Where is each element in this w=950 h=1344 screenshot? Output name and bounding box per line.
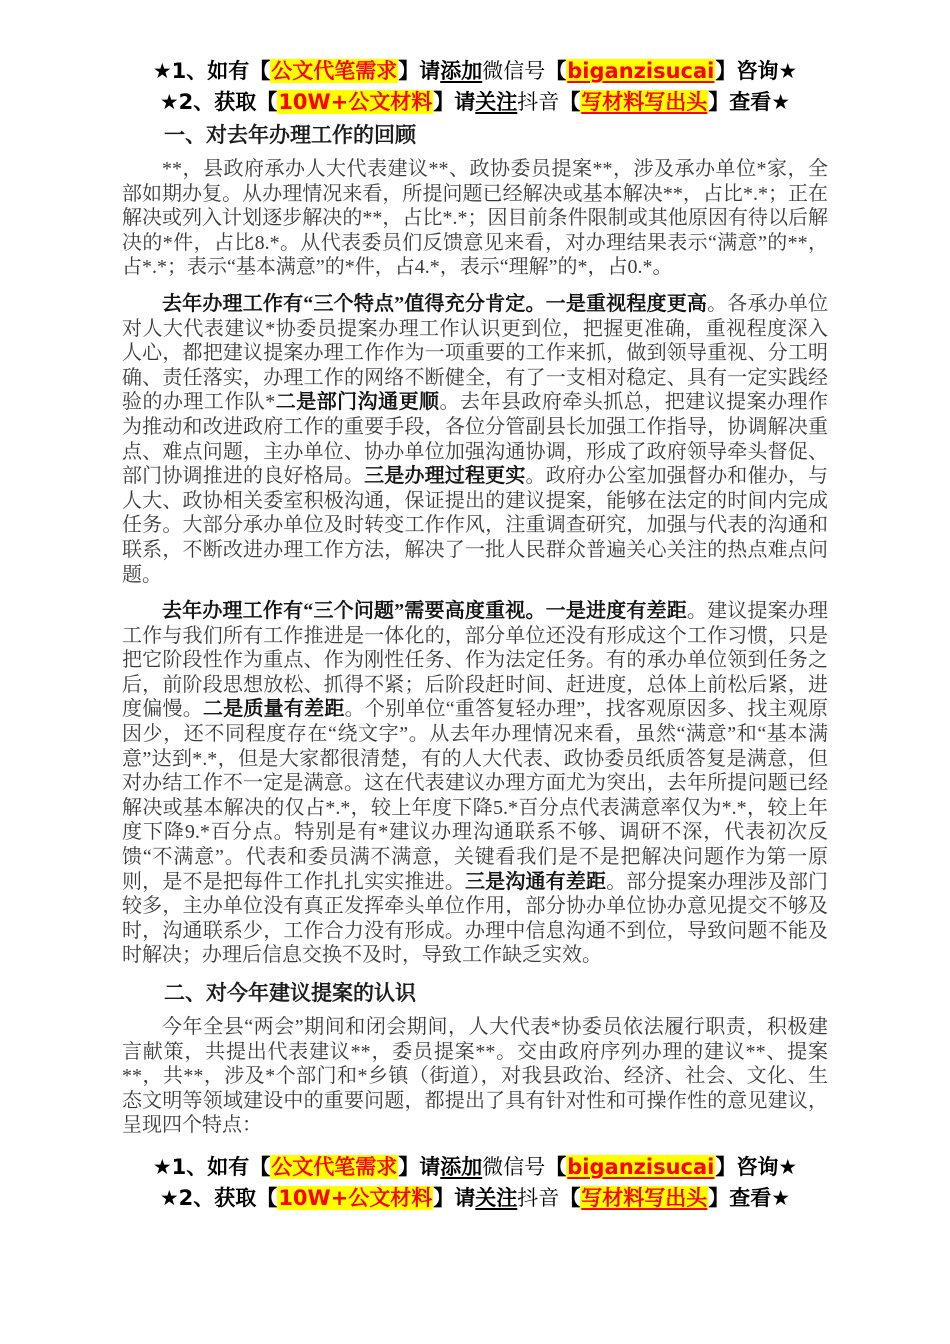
promo-text: 】查看★ <box>708 90 791 114</box>
document-body <box>122 122 828 1138</box>
text-run: 。个别单位“重答复轻办理”，找客观原因多、找主观原因少，还不同程度存在“绕文字”。从去年办理情况来看，虽然“满意”和“基本满意”达到*.*，但是大家都很清楚，有的人大代表、政协委员纸质答复是满意，但对办结工作不一定是满意。这在代表建议办理方面尤为突出，去年所提问题已经解决或基本解决的仅占*.*，较上年度下降5.*百分点代表满意率仅为*.*，较上年度下降9.*百分点。特别是有*建议办理沟通联系不够、调研不深，代表初次反馈“不满意”。代表和委员满不满意，关键看我们是不是把解决问题作为第一原则，是不是把每件工作扎扎实实推进。 <box>122 698 829 893</box>
emphasis-run: 二是部门沟通更顺 <box>275 391 440 414</box>
promo-text: 抖音 <box>517 90 560 114</box>
para-review-stats <box>122 157 828 280</box>
promo-line-2 <box>122 87 828 118</box>
promo-line-2 <box>122 1183 828 1214</box>
emphasis-run: 去年办理工作有“三个特点”值得充分肯定。一是重视程度更高 <box>162 292 708 315</box>
promo-action-tianjia: 添加 <box>440 1154 483 1179</box>
promo-action-guanzhu: 关注 <box>475 90 518 114</box>
promo-line-1 <box>122 1152 828 1183</box>
promo-wechat-id: biganzisucai <box>567 59 715 83</box>
promo-text: 】咨询★ <box>715 59 798 83</box>
promo-text: 【 <box>559 90 581 114</box>
promo-text: 】查看★ <box>708 1185 791 1210</box>
promo-keyword-daibixuqiu: 公文代笔需求 <box>271 59 398 83</box>
promo-douyin-id: 写材料写出头 <box>581 90 708 114</box>
promo-text: 微信号 <box>482 59 546 83</box>
promo-text: 【 <box>559 1185 581 1210</box>
promo-text: ★2、获取【 <box>159 1185 278 1210</box>
promo-text: 】请 <box>398 1154 441 1179</box>
promo-keyword-cailiao: 10W+公文材料 <box>278 1185 433 1210</box>
promo-text: 】请 <box>398 59 441 83</box>
promo-action-tianjia: 添加 <box>440 59 483 83</box>
promo-wechat-id: biganzisucai <box>567 1154 715 1179</box>
text-run: 。各承办单位对人大代表建议*协委员提案办理工作认识更到位，把握更准确，重视程度深入人心，都把建议提案办理工作作为一项重要的工作来抓，做到领导重视、分工明确、责任落实，办理工作的网络不断健全，有了一支相对稳定、具有一定实践经验的办理工作队* <box>122 292 829 414</box>
promo-text: 【 <box>545 59 567 83</box>
promo-keyword-daibixuqiu: 公文代笔需求 <box>271 1154 398 1179</box>
promo-text: 【 <box>545 1154 567 1179</box>
promo-text: ★1、如有【 <box>152 59 271 83</box>
promo-text: 】请 <box>433 1185 476 1210</box>
promo-banner-top <box>122 56 828 118</box>
text-run: 。去年县政府牵头抓总，把建议提案办理作为推动和改进政府工作的重要手段，各位分管副县长加强工作指导，协调解决重点、难点问题，主办单位、协办单位加强沟通协调，形成了政府领导牵头督促、部门协调推进的良好格局。 <box>122 391 829 488</box>
promo-banner-bottom <box>122 1152 828 1214</box>
promo-douyin-id: 写材料写出头 <box>581 1185 708 1210</box>
promo-text: 微信号 <box>482 1154 546 1179</box>
promo-keyword-cailiao: 10W+公文材料 <box>278 90 433 114</box>
para-three-problems <box>122 599 828 968</box>
emphasis-run: 去年办理工作有“三个问题”需要高度重视。一是进度有差距 <box>162 600 687 623</box>
promo-text: 抖音 <box>517 1185 560 1210</box>
para-three-highlights <box>122 292 828 587</box>
section-1-heading: 一、对去年办理工作的回顾 <box>164 123 416 147</box>
emphasis-run: 三是办理过程更实 <box>364 465 526 488</box>
section-2-heading: 二、对今年建议提案的认识 <box>164 981 416 1005</box>
text-run: 。部分提案办理涉及部门较多，主办单位没有真正发挥牵头单位作用，部分协办单位协办意见提交不够及时，沟通联系少，工作合力没有形成。办理中信息沟通不到位，导致问题不能及时解决；办理后信息交换不及时，导致工作缺乏实效。 <box>122 870 829 967</box>
promo-text: ★2、获取【 <box>159 90 278 114</box>
emphasis-run: 二是质量有差距 <box>202 698 345 721</box>
text-run: **，县政府承办人大代表建议**、政协委员提案**，涉及承办单位*家，全部如期办复。从办理情况来看，所提问题已经解决或基本解决**，占比*.*；正在解决或列入计划逐步解决的**，占比*.*；因目前条件限制或其他原因有待以后解决的*件，占比8.*。从代表委员们反馈意见来看，对办理结果表示“满意”的**，占*.*；表示“基本满意”的*件，占4.*，表示“理解”的*，占0.*。 <box>122 158 828 279</box>
para-this-year-overview <box>122 1015 828 1138</box>
emphasis-run: 三是沟通有差距 <box>465 870 607 893</box>
promo-text: 】请 <box>433 90 476 114</box>
promo-text: 】咨询★ <box>715 1154 798 1179</box>
promo-text: ★1、如有【 <box>152 1154 271 1179</box>
text-run: 。政府办公室加强督办和催办，与人大、政协相关委室积极沟通，保证提出的建议提案，能够在法定的时间内完成任务。大部分承办单位及时转变工作作风，注重调查研究，加强与代表的沟通和联系，不断改进办理工作方法，解决了一批人民群众普遍关心关注的热点难点问题。 <box>122 465 829 586</box>
text-run: 今年全县“两会”期间和闭会期间，人大代表*协委员依法履行职责，积极建言献策，共提出代表建议**，委员提案**。交由政府序列办理的建议**、提案**，共**，涉及*个部门和*乡镇（街道），对我县政治、经济、社会、文化、生态文明等领域建设中的重要问题，都提出了具有针对性和可操作性的意见建议，呈现四个特点： <box>122 1016 828 1137</box>
promo-action-guanzhu: 关注 <box>475 1185 518 1210</box>
text-run: 。建议提案办理工作与我们所有工作推进是一体化的，部分单位还没有形成这个工作习惯，只是把它阶段性作为重点、作为刚性任务、作为法定任务。有的承办单位领到任务之后，前阶段思想放松、抓得不紧；后阶段赶时间、赶进度，总体上前松后紧，进度偏慢。 <box>122 600 829 721</box>
promo-line-1 <box>122 56 828 87</box>
